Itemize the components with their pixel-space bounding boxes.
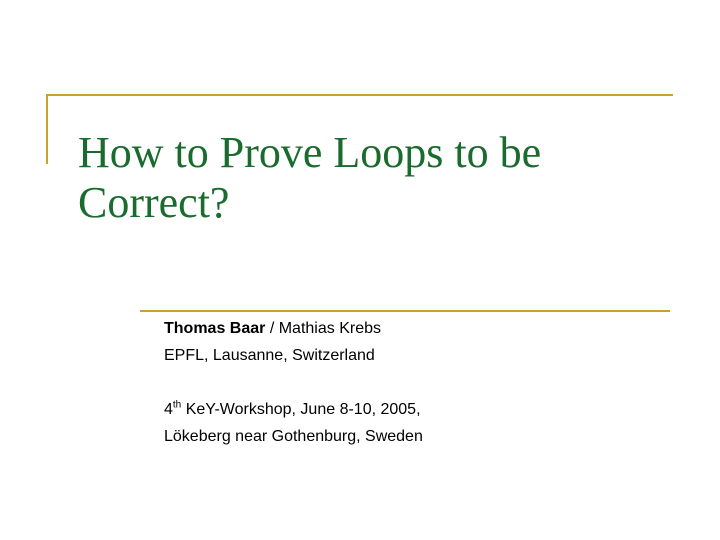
event-ordinal-number: 4 xyxy=(164,401,173,418)
author-separator: / xyxy=(265,320,279,337)
slide-title: How to Prove Loops to be Correct? xyxy=(78,128,542,227)
subtitle-rule xyxy=(140,310,670,312)
event-ordinal-suffix: th xyxy=(172,399,182,411)
event-location: Lökeberg near Gothenburg, Sweden xyxy=(164,428,423,445)
primary-author: Thomas Baar xyxy=(164,320,266,337)
authors-line xyxy=(164,315,684,342)
event-line xyxy=(164,396,684,423)
affiliation: EPFL, Lausanne, Switzerland xyxy=(164,347,375,364)
top-vertical-rule xyxy=(46,94,48,164)
spacer xyxy=(164,369,684,396)
top-horizontal-rule xyxy=(46,94,673,96)
subtitle-block xyxy=(164,315,684,450)
event-name: KeY-Workshop, June 8-10, 2005, xyxy=(181,401,421,418)
secondary-author: Mathias Krebs xyxy=(278,320,381,337)
